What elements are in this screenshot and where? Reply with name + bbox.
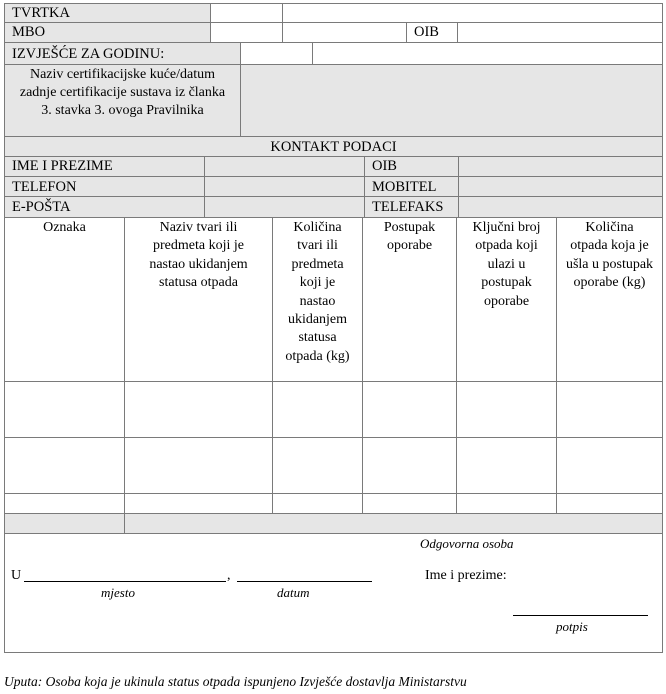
total-row-label [4, 513, 125, 534]
email-label: E-POŠTA [4, 196, 205, 218]
col-header-label: Oznaka [4, 217, 125, 382]
place-caption: mjesto [101, 585, 135, 600]
table-cell[interactable] [456, 381, 557, 438]
name-surname-label: Ime i prezime: [425, 568, 507, 583]
col-header-recovery-procedure: Postupak oporabe [362, 217, 457, 382]
mbo-field-short[interactable] [210, 22, 283, 43]
mbo-field[interactable] [282, 22, 407, 43]
company-field-short[interactable] [210, 3, 283, 23]
instruction-note: Uputa: Osoba koja je ukinula status otpada ispunjeno Izvješće dostavlja Ministarstvu [4, 674, 467, 689]
report-year-field[interactable] [312, 42, 663, 65]
phone-label: TELEFON [4, 176, 205, 197]
table-cell[interactable] [4, 437, 125, 494]
table-cell[interactable] [272, 437, 363, 494]
contact-title: KONTAKT PODACI [4, 136, 663, 157]
name-label: IME I PREZIME [4, 156, 205, 177]
mbo-label: MBO [4, 22, 211, 43]
table-cell[interactable] [456, 437, 557, 494]
fax-label: TELEFAKS [364, 196, 459, 218]
table-cell[interactable] [556, 381, 663, 438]
table-cell[interactable] [456, 493, 557, 514]
company-label: TVRTKA [4, 3, 211, 23]
oib-field[interactable] [457, 22, 663, 43]
date-line[interactable] [237, 581, 372, 582]
certification-label: Naziv certifikacijske kuće/datum zadnje certifikacije sustava iz članka 3. stavka 3. ovoga Pravilnika [4, 64, 241, 137]
col-header-waste-quantity: Količina otpada koja je ušla u postupak oporabe (kg) [556, 217, 663, 382]
table-cell[interactable] [362, 493, 457, 514]
fax-field[interactable] [458, 196, 663, 218]
name-field[interactable] [204, 156, 365, 177]
signature-line[interactable] [513, 615, 648, 616]
col-header-waste-code: Ključni broj otpada koji ulazi u postupak oporabe [456, 217, 557, 382]
report-year-field-short[interactable] [240, 42, 313, 65]
mobile-label: MOBITEL [364, 176, 459, 197]
table-cell[interactable] [362, 437, 457, 494]
place-date-separator: , [227, 568, 231, 583]
table-cell[interactable] [362, 381, 457, 438]
email-field[interactable] [204, 196, 365, 218]
contact-oib-field[interactable] [458, 156, 663, 177]
table-cell[interactable] [556, 493, 663, 514]
certification-field[interactable] [240, 64, 663, 137]
phone-field[interactable] [204, 176, 365, 197]
table-cell[interactable] [124, 381, 273, 438]
date-caption: datum [277, 585, 310, 600]
oib-label: OIB [406, 22, 458, 43]
mobile-field[interactable] [458, 176, 663, 197]
table-cell[interactable] [124, 493, 273, 514]
responsible-person-label: Odgovorna osoba [420, 536, 514, 551]
signature-caption: potpis [556, 619, 588, 634]
place-line[interactable] [24, 581, 226, 582]
col-header-substance-name: Naziv tvari ili predmeta koji je nastao ukidanjem statusa otpada [124, 217, 273, 382]
table-cell[interactable] [4, 493, 125, 514]
col-header-substance-quantity: Količina tvari ili predmeta koji je nastao ukidanjem statusa otpada (kg) [272, 217, 363, 382]
table-cell[interactable] [556, 437, 663, 494]
table-cell[interactable] [124, 437, 273, 494]
table-cell[interactable] [272, 381, 363, 438]
total-row-value[interactable] [124, 513, 663, 534]
place-prefix: U [11, 568, 22, 583]
report-year-label: IZVJEŠĆE ZA GODINU: [4, 42, 241, 65]
company-field[interactable] [282, 3, 663, 23]
contact-oib-label: OIB [364, 156, 459, 177]
table-cell[interactable] [4, 381, 125, 438]
table-cell[interactable] [272, 493, 363, 514]
